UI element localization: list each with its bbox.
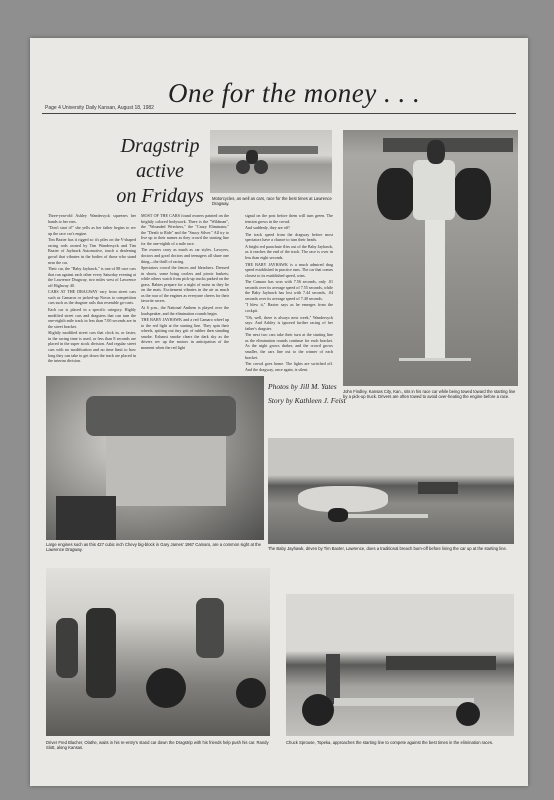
intake-manifold <box>86 396 236 436</box>
motorcycles-photo <box>210 130 332 193</box>
dragster-frame <box>334 698 474 706</box>
paragraph: The Camaro has won with 7.56 seconds, only .01 seconds over its average speed of 7.55 seconds, while the Baby Jayhawk has lost with 7.44 seconds, .04 seconds over its average speed of 7.40 seconds. <box>245 279 333 301</box>
parked-cars <box>386 656 496 670</box>
paragraph: Slightly modified street cars that clock in, or faster, in the racing time is used, or less than 8 seconds are placed in the super stock division. And regular street cars with no modification and no time limit to how long they can take to get down the track are placed in the interim division. <box>48 330 136 364</box>
pole <box>326 654 340 704</box>
front-tire <box>236 678 266 708</box>
paragraph: At 6 p.m., the National Anthem is played over the loudspeaker, and the elimination rounds begin. <box>141 305 229 316</box>
paragraph: The next two cars take their turn at the starting line as the elimination rounds continue for each bracket. As the night grows darker, and the crowd grows smaller, the cars line out to the winner of each bracket. <box>245 332 333 360</box>
kicker-line: active <box>136 160 184 183</box>
page-folio: Page 4 University Daily Kansan, August 18, 1982 <box>45 105 154 111</box>
dragster-frame <box>425 220 445 360</box>
top-rule <box>42 113 516 114</box>
dragster-caption: John Findley, Kansas City, Kan., sits in his race car while being towed toward the starting line by a pick-up truck. Drivers are often towed to avoid over-heating the engine before a race. <box>343 389 516 400</box>
burnout-caption: The Baby Jayhawk, driven by Tim Baxter, Lawrence, does a traditional breach burn-off before lining the car up at the starting line. <box>268 546 507 551</box>
wheel <box>236 160 250 174</box>
paragraph: MOST OF THE CARS found owners painted on the brightly colored bodywork. There is the "Wildman", the "Wounded Wreckers," the "Crazy Eliminator," the "Death to Ride" and the "Saucy Silver." All try to live up to their names as they crowd the starting line for the one-eighth of a mile race. <box>141 213 229 246</box>
spectator <box>56 618 78 678</box>
article-column-1 <box>48 213 136 385</box>
crew-photo <box>46 568 270 736</box>
paragraph: The owners carry as much as car styles. Lawyers, doctors and good doctors and teenagers all share one thing—the thrill of racing. <box>141 247 229 264</box>
crew-caption: Driver Fred Blacher, Olathe, waits in his re-entry's stand car down the Dragstrip with his friends help push his car. Randy Slott, along Kansas. <box>46 740 269 751</box>
burnout-photo <box>268 438 514 544</box>
kicker-line: on Fridays <box>116 185 204 208</box>
crew-member <box>86 608 116 698</box>
front-axle <box>399 358 471 361</box>
grandstand <box>218 146 318 154</box>
rear-tire <box>453 168 491 220</box>
newspaper-page <box>30 38 528 786</box>
paragraph: "I blew it," Baxter says as he emerges from the cockpit. <box>245 302 333 313</box>
paragraph: Their car, the "Baby Jayhawk," is one of 88 race cars that run against each other every Saturday evening at the Lawrence Dragway, two miles west of Lawrence off Highway 40. <box>48 266 136 288</box>
paragraph: THE BABY JAYHAWK and a red Camaro wheel up to the red light at the starting line. They spin their wheels, spitting out tiny grit of rubber then standing smoke. Exhaust smoke clears the dark sky as the drivers rev up the motors in anticipation of the moment when the red light <box>141 317 229 350</box>
article-column-2 <box>141 213 229 385</box>
paragraph: CARS AT THE DRAGWAY vary from street cars such as Camaros or jacked-up Novas to competition cars such as the dragster rails that resemble go-carts. <box>48 289 136 306</box>
engine-block <box>106 436 226 506</box>
page-headline: One for the money . . . <box>168 78 421 108</box>
paragraph: Tim Baxter has it rigged so it's piles on the V-shaped racing rods owned by Tim Wandersyck and Tim Baxter of Jayhawk Automotive, touch a deafening growl that vibrates in the bodies of those who stand near the car. <box>48 237 136 265</box>
rear-tire <box>377 168 415 220</box>
dragster-photo <box>343 130 518 386</box>
rear-tire <box>146 668 186 708</box>
paragraph: Each car is placed in a specific category. Highly modified street cars and dragsters that can turn the one-eighth mile track in less than 7.00 seconds are in the street bracket. <box>48 307 136 329</box>
engine-photo <box>46 376 264 540</box>
parked-truck <box>418 482 458 494</box>
rear-tire <box>328 508 348 522</box>
story-credit: Story by Kathleen J. Feist <box>268 396 346 405</box>
dragster-rail <box>348 514 428 518</box>
kicker-line: Dragstrip <box>120 135 200 157</box>
motorcycles-caption: Motorcycles, as well as cars, race for the best times at Lawrence Dragway. <box>212 196 332 207</box>
chuck-photo <box>286 594 514 736</box>
fender-shadow <box>56 496 116 540</box>
background-vehicles <box>383 138 513 152</box>
engine-block <box>413 160 455 220</box>
chuck-caption: Chuck Sprouse, Topeka, approaches the starting line to compete against the best times in the elimination races. <box>286 740 494 745</box>
paragraph: Three-year-old Ashley Wandersyck squeezes her hands to her ears. <box>48 213 136 224</box>
paragraph: signal on the post before them will turn green. The tension grows in the crowd. <box>245 213 333 224</box>
paragraph: A bright red parachute flies out of the Baby Jayhawk, as it reaches the end of the track. The race is over in less than eight seconds. <box>245 243 333 260</box>
paragraph: Spectators crowd the fences and bleachers. Dressed in shorts, some bring coolers and picnic baskets; while others watch from pick-up trucks parked on the grass. Babies prepare for a night of noise as they lie on the mats. Excitement vibrates in the air as much as the roar of the engines as everyone cheers for their favorite racers. <box>141 265 229 304</box>
driver-helmet <box>427 140 445 164</box>
rear-tire <box>302 694 334 726</box>
paragraph: The crowd goes home. The lights are switched off. And the dragway, once again, is silent. <box>245 361 333 372</box>
article-column-3 <box>245 213 333 385</box>
paragraph: "Oh, well, there is always next week," Wandersyck says. And Ashley is ignored further racing of her father's dragster. <box>245 314 333 331</box>
engine-caption: Large engines such as this 427 cubic inch Chevy big-block in Gary James' 1967 Camaro, are a common sight at the Lawrence Dragway. <box>46 542 261 553</box>
paragraph: The track speed from the dragway before most spectators have a chance to turn their heads. <box>245 231 333 243</box>
crew-member <box>196 598 224 658</box>
paragraph: And suddenly, they are off! <box>245 225 290 231</box>
front-tire <box>456 702 480 726</box>
paragraph: "Don't start it!" she yells as her father begins to rev up the race car's engine. <box>48 225 136 236</box>
photo-credit: Photos by Jill M. Yates <box>268 382 337 391</box>
paragraph: THE BABY JAYHAWK is a much admired drag speed established in practice runs. The car that comes closest to its established speed, wins. <box>245 261 333 278</box>
wheel <box>254 160 268 174</box>
